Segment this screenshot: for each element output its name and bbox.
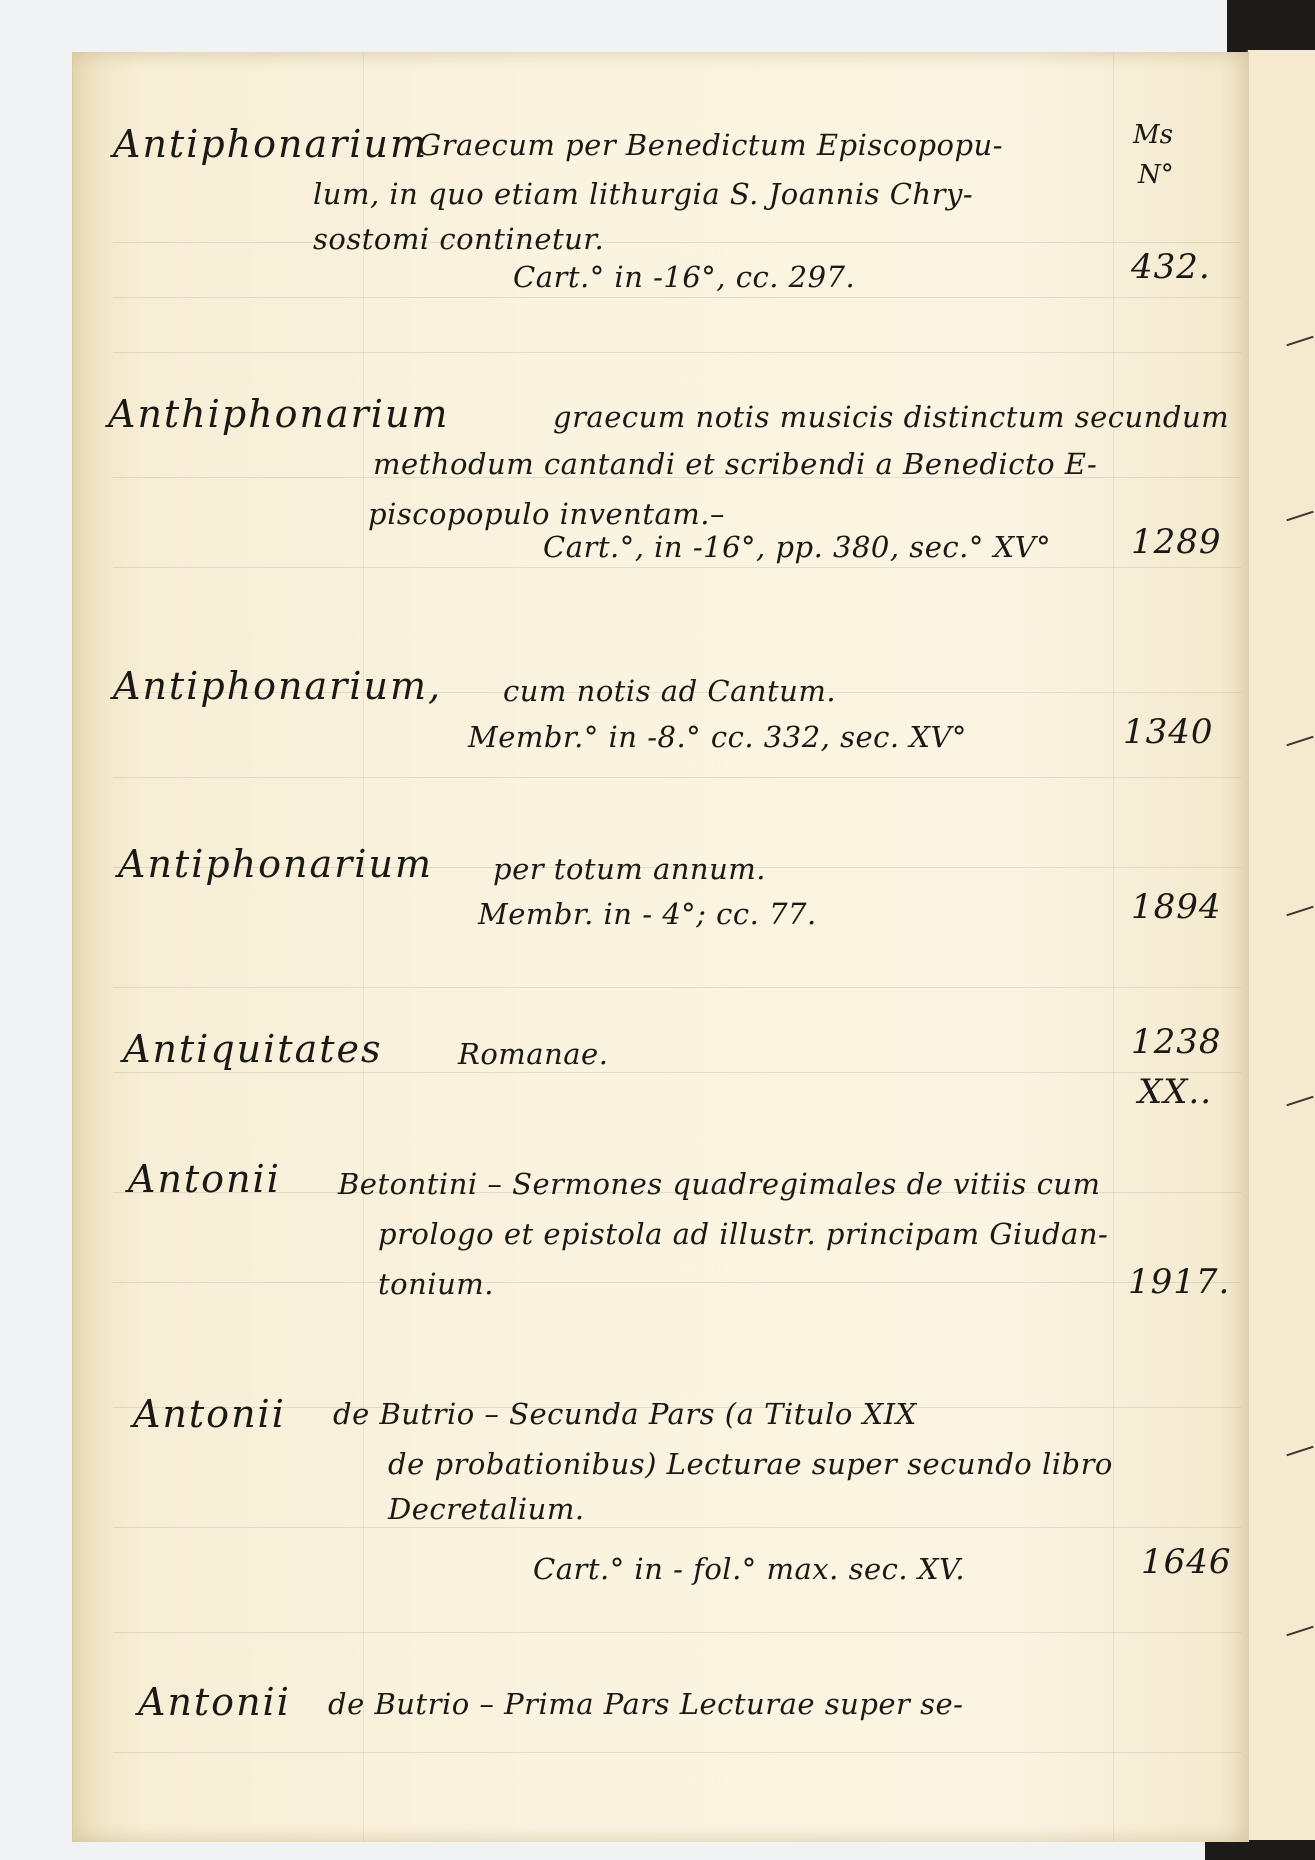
entry-physical-description: Membr. in - 4°; cc. 77. <box>478 897 817 931</box>
ruling-line <box>113 1282 1241 1283</box>
entry-heading: Antiquitates <box>123 1027 383 1071</box>
entry-heading: Antonii <box>128 1157 281 1201</box>
entry-text-line: de Butrio – Prima Pars Lecturae super se- <box>328 1687 964 1721</box>
entry-shelf-number: 432. <box>1131 247 1211 287</box>
ruling-line <box>113 242 1241 243</box>
entry-shelf-number-secondary: XX.. <box>1138 1072 1213 1112</box>
entry-text-line: tonium. <box>378 1267 494 1301</box>
entry-text-line: graecum notis musicis distinctum secundum <box>553 400 1230 434</box>
ruling-line <box>113 1752 1241 1753</box>
entry-physical-description: Cart.° in - fol.° max. sec. XV. <box>533 1552 966 1586</box>
facing-page-mark <box>1286 1626 1313 1637</box>
facing-page-mark <box>1286 1096 1313 1107</box>
entry-heading: Anthiphonarium <box>108 392 450 436</box>
facing-page-mark <box>1286 736 1313 747</box>
shelfmark-number-label: N° <box>1138 160 1174 190</box>
entry-text-line: Betontini – Sermones quadregimales de vitiis cum <box>338 1167 1101 1201</box>
entry-text-line: lum, in quo etiam lithurgia S. Joannis Chry- <box>313 177 974 211</box>
ruling-line <box>113 987 1241 988</box>
entry-shelf-number: 1238 <box>1131 1022 1222 1062</box>
entry-physical-description: Membr.° in -8.° cc. 332, sec. XV° <box>468 720 967 754</box>
ruling-line <box>113 567 1241 568</box>
entry-heading: Antonii <box>133 1392 286 1436</box>
entry-heading: Antonii <box>138 1680 291 1724</box>
ruling-line <box>113 777 1241 778</box>
facing-page-mark <box>1286 336 1313 347</box>
ruling-margin <box>1113 52 1114 1842</box>
ruling-margin <box>363 52 364 1842</box>
ruling-line <box>113 297 1241 298</box>
entry-text-line: cum notis ad Cantum. <box>503 674 837 708</box>
entry-shelf-number: 1340 <box>1123 712 1214 752</box>
facing-page-edge <box>1246 50 1315 1840</box>
entry-text-line: de probationibus) Lecturae super secundo libro <box>388 1447 1113 1481</box>
facing-page-mark <box>1286 906 1313 917</box>
entry-shelf-number: 1646 <box>1141 1542 1232 1582</box>
entry-text-line: Romanae. <box>458 1037 609 1071</box>
ruling-line <box>113 352 1241 353</box>
ruling-line <box>113 1072 1241 1073</box>
entry-shelf-number: 1894 <box>1131 887 1222 927</box>
facing-page-mark <box>1286 511 1313 522</box>
facing-page-mark <box>1286 1446 1313 1457</box>
entry-text-line: sostomi continetur. <box>313 222 605 256</box>
entry-text-line: de Butrio – Secunda Pars (a Titulo XIX <box>333 1397 917 1431</box>
entry-text-line: prologo et epistola ad illustr. principam Giudan- <box>378 1217 1109 1251</box>
entry-heading: Antiphonarium <box>118 842 433 886</box>
entry-text-line: Decretalium. <box>388 1492 585 1526</box>
entry-heading: Antiphonarium <box>113 122 428 166</box>
entry-text-line: Graecum per Benedictum Episcopopu- <box>418 128 1004 162</box>
entry-text-line: per totum annum. <box>493 852 767 886</box>
entry-heading: Antiphonarium, <box>113 664 443 708</box>
entry-physical-description: Cart.°, in -16°, pp. 380, sec.° XV° <box>543 530 1052 564</box>
entry-physical-description: Cart.° in -16°, cc. 297. <box>513 260 856 294</box>
entry-shelf-number: 1917. <box>1128 1262 1231 1302</box>
entry-shelf-number: 1289 <box>1131 522 1222 562</box>
ruling-line <box>113 1632 1241 1633</box>
scan-dark-edge-bottom <box>1205 1840 1315 1860</box>
shelfmark-ms-label: Ms <box>1133 120 1173 150</box>
ruling-line <box>113 1527 1241 1528</box>
catalogue-page <box>72 52 1249 1842</box>
entry-text-line: methodum cantandi et scribendi a Benedicto E- <box>373 447 1098 481</box>
entry-text-line: piscopopulo inventam.– <box>368 497 725 531</box>
